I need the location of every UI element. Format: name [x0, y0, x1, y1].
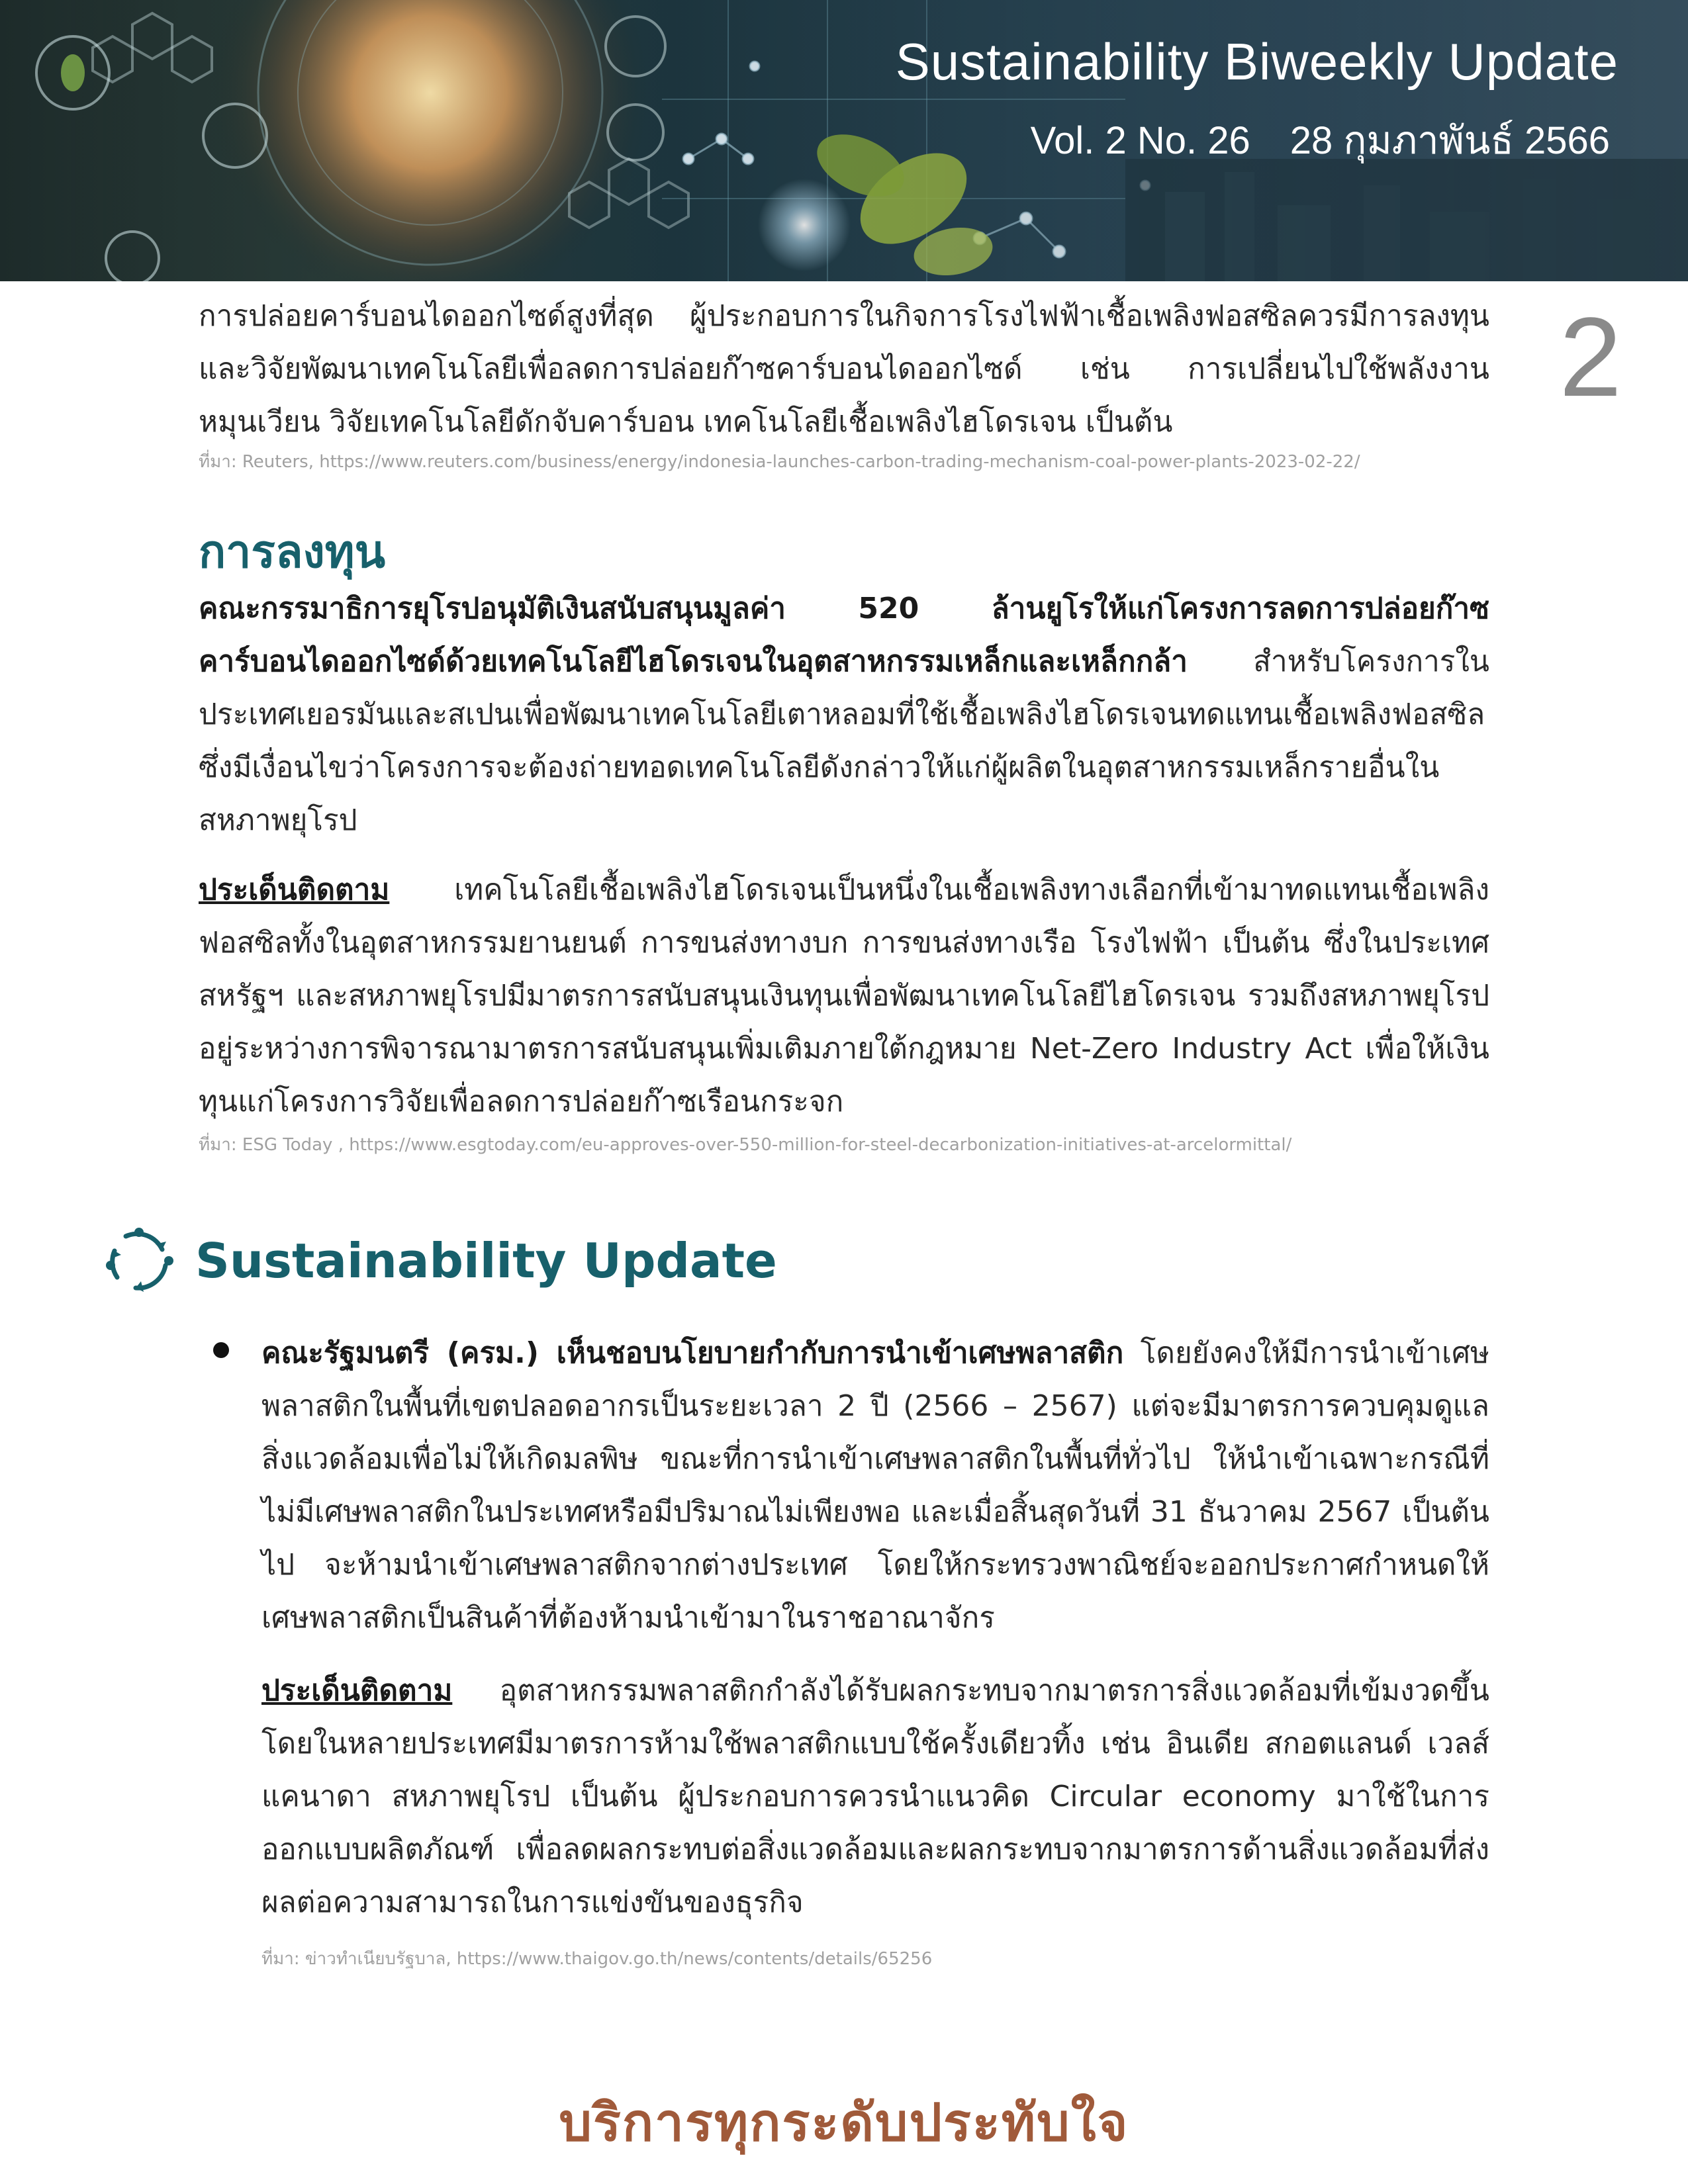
intro-paragraph: การปล่อยคาร์บอนไดออกไซด์สูงที่สุด ผู้ประกอบการในกิจการโรงไฟฟ้าเชื้อเพลิงฟอสซิลควรมีการลงทุนและวิจัยพัฒนาเทคโนโลยีเพื่อลดการปล่อยก๊าซคาร์บอนไดออกไซด์ เช่น การเปลี่ยนไปใช้พลังงานหมุนเวียน วิจัยเทคโนโลยีดักจับคาร์บอน เทคโนโลยีเชื้อเพลิงไฮโดรเจน เป็นต้น [199, 299, 1489, 439]
sustainability-section [261, 1327, 1489, 1972]
investment-heading: การลงทุน [199, 526, 386, 578]
sustainability-paragraph [261, 1327, 1489, 1645]
investment-watch-paragraph [199, 864, 1489, 1128]
issue-line [1031, 109, 1610, 171]
sustainability-lead: คณะรัฐมนตรี (ครม.) เห็นชอบนโยบายกำกับการนำเข้าเศษพลาสติก [261, 1336, 1124, 1370]
sustainability-body: โดยยังคงให้มีการนำเข้าเศษพลาสติกในพื้นที่เขตปลอดอากรเป็นระยะเวลา 2 ปี (2566 – 2567) แต่จะมีมาตรการควบคุมดูแลสิ่งแวดล้อมเพื่อไม่ให้เกิดมลพิษ ขณะที่การนำเข้าเศษพลาสติกในพื้นที่ทั่วไป ให้นำเข้าเฉพาะกรณีที่ไม่มีเศษพลาสติกในประเทศหรือมีปริมาณไม่เพียงพอ และเมื่อสิ้นสุดวันที่ 31 ธันวาคม 2567 เป็นต้นไป จะห้ามนำเข้าเศษพลาสติกจากต่างประเทศ โดยให้กระทรวงพาณิชย์จะออกประกาศกำหนดให้เศษพลาสติกเป็นสินค้าที่ต้องห้ามนำเข้ามาในราชอาณาจักร [261, 1336, 1490, 1635]
intro-source: ที่มา: Reuters, https://www.reuters.com/business/energy/indonesia-launches-carbon-trading-mechanism-coal-power-plants-2023-02-22/ [199, 452, 1360, 472]
investment-source: ที่มา: ESG Today , https://www.esgtoday.com/eu-approves-over-550-million-for-steel-decarbonization-initiatives-at-arcelormittal/ [199, 1135, 1292, 1155]
investment-lead: คณะกรรมาธิการยุโรปอนุมัติเงินสนับสนุนมูลค่า 520 ล้านยูโรให้แก่โครงการลดการปล่อยก๊าซคาร์บอนไดออกไซด์ด้วยเทคโนโลยีไฮโดรเจนในอุตสาหกรรมเหล็กและเหล็กกล้า [199, 592, 1489, 678]
issue-date: 28 กุมภาพันธ์ 2566 [1289, 119, 1610, 162]
bullet-dot [213, 1342, 229, 1358]
newsletter-title: Sustainability Biweekly Update [895, 32, 1618, 91]
sustainability-source: ที่มา: ข่าวทำเนียบรัฐบาล, https://www.thaigov.go.th/news/contents/details/65256 [261, 1949, 933, 1969]
volume-number: Vol. 2 No. 26 [1030, 119, 1250, 162]
intro-section [199, 290, 1489, 475]
header-banner [0, 0, 1688, 281]
page-number: 2 [1559, 295, 1622, 420]
sustainability-heading-row [103, 1221, 777, 1300]
investment-section [199, 523, 1489, 1158]
sustainability-watch-text: อุตสาหกรรมพลาสติกกำลังได้รับผลกระทบจากมาตรการสิ่งแวดล้อมที่เข้มงวดขึ้น โดยในหลายประเทศมีมาตรการห้ามใช้พลาสติกแบบใช้ครั้งเดียวทิ้ง เช่น อินเดีย สกอตแลนด์ เวลส์ แคนาดา สหภาพยุโรป เป็นต้น ผู้ประกอบการควรนำแนวคิด Circular economy มาใช้ในการออกแบบผลิตภัณฑ์ เพื่อลดผลกระทบต่อสิ่งแวดล้อมและผลกระทบจากมาตรการด้านสิ่งแวดล้อมที่ส่งผลต่อความสามารถในการแข่งขันของธุรกิจ [261, 1674, 1489, 1919]
sustainability-heading: Sustainability Update [195, 1233, 777, 1289]
recycle-cycle-icon [103, 1224, 175, 1297]
investment-body: สำหรับโครงการในประเทศเยอรมันและสเปนเพื่อพัฒนาเทคโนโลยีเตาหลอมที่ใช้เชื้อเพลิงไฮโดรเจนทดแทนเชื้อเพลิงฟอสซิล ซึ่งมีเงื่อนไขว่าโครงการจะต้องถ่ายทอดเทคโนโลยีดังกล่าวให้แก่ผู้ผลิตในอุตสาหกรรมเหล็กรายอื่นในสหภาพยุโรป [199, 645, 1489, 837]
sustainability-watch-label: ประเด็นติดตาม [261, 1674, 453, 1707]
investment-watch-label: ประเด็นติดตาม [199, 873, 390, 907]
sustainability-watch-paragraph [261, 1664, 1489, 1929]
investment-watch-text: เทคโนโลยีเชื้อเพลิงไฮโดรเจนเป็นหนึ่งในเชื้อเพลิงทางเลือกที่เข้ามาทดแทนเชื้อเพลิงฟอสซิลทั้งในอุตสาหกรรมยานยนต์ การขนส่งทางบก การขนส่งทางเรือ โรงไฟฟ้า เป็นต้น ซึ่งในประเทศสหรัฐฯ และสหภาพยุโรปมีมาตรการสนับสนุนเงินทุนเพื่อพัฒนาเทคโนโลยีไฮโดรเจน รวมถึงสหภาพยุโรปอยู่ระหว่างการพิจารณามาตรการสนับสนุนเพิ่มเติมภายใต้กฎหมาย Net-Zero Industry Act เพื่อให้เงินทุนแก่โครงการวิจัยเพื่อลดการปล่อยก๊าซเรือนกระจก [199, 873, 1489, 1118]
footer-slogan: บริการทุกระดับประทับใจ [559, 2093, 1129, 2153]
investment-paragraph [199, 582, 1489, 847]
